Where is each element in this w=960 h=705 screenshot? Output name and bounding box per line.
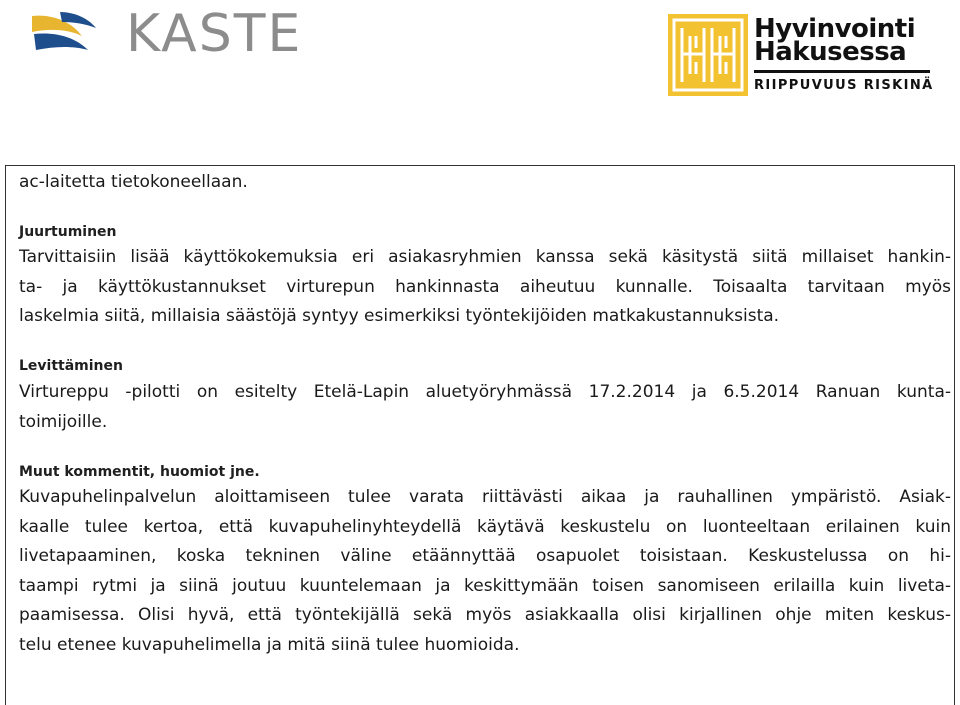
document-content-box [5,165,955,705]
muut-line: livetapaaminen, koska tekninen väline etäännyttää osapuolet toisistaan. Keskustelussa on hi- [19,546,951,566]
section-heading-levittaminen: Levittäminen [19,358,123,374]
levittaminen-line: Virtureppu -pilotti on esitelty Etelä-Lapin aluetyöryhmässä 17.2.2014 ja 6.5.2014 Ranuan kunta- [19,382,951,402]
section-heading-muut-kommentit: Muut kommentit, huomiot jne. [19,464,260,480]
hh-logo-tagline: RIIPPUVUUS RISKINÄ [754,78,934,93]
section-heading-juurtuminen: Juurtuminen [19,224,117,240]
hh-logo-line2: Hakusessa [754,37,907,67]
juurtuminen-line: laskelmia siitä, millaisia säästöjä syntyy esimerkiksi työntekijöiden matkakustannuksista. [19,306,780,326]
hh-maze-emblem-icon [668,14,748,96]
muut-line: telu etenee kuvapuhelimella ja mitä siinä tulee huomioida. [19,634,520,655]
muut-line: Kuvapuhelinpalvelun aloittamiseen tulee varata riittävästi aikaa ja rauhallinen ympäristö. Asiak- [19,487,951,507]
muut-line: paamisessa. Olisi hyvä, että työntekijällä sekä myös asiakkaalla olisi kirjallinen ohje miten keskus- [19,605,951,625]
juurtuminen-line: ta- ja käyttökustannukset virturepun hankinnasta aiheutuu kunnalle. Toisaalta tarvitaan myös [19,276,951,297]
hh-logo-line1: Hyvinvointi [754,14,916,44]
kaste-emblem-icon [30,6,122,64]
kaste-logo-text: KASTE [126,4,303,64]
juurtuminen-line: Tarvittaisiin lisää käyttökokemuksia eri asiakasryhmien kanssa sekä käsitystä siitä millaiset hankin- [19,247,951,267]
intro-line: ac-laitetta tietokoneellaan. [19,172,248,192]
levittaminen-line: toimijoille. [19,411,108,432]
muut-line: taampi rytmi ja siinä joutuu kuuntelemaan ja keskittymään toisen sanomiseen erilailla kuin liveta- [19,575,951,596]
hyvinvointi-hakusessa-logo [668,14,948,98]
kaste-logo [30,4,303,64]
muut-line: kaalle tulee kertoa, että kuvapuhelinyhteydellä käytävä keskustelu on luonteeltaan erilainen kuin [19,516,951,537]
hh-logo-divider [754,70,930,73]
